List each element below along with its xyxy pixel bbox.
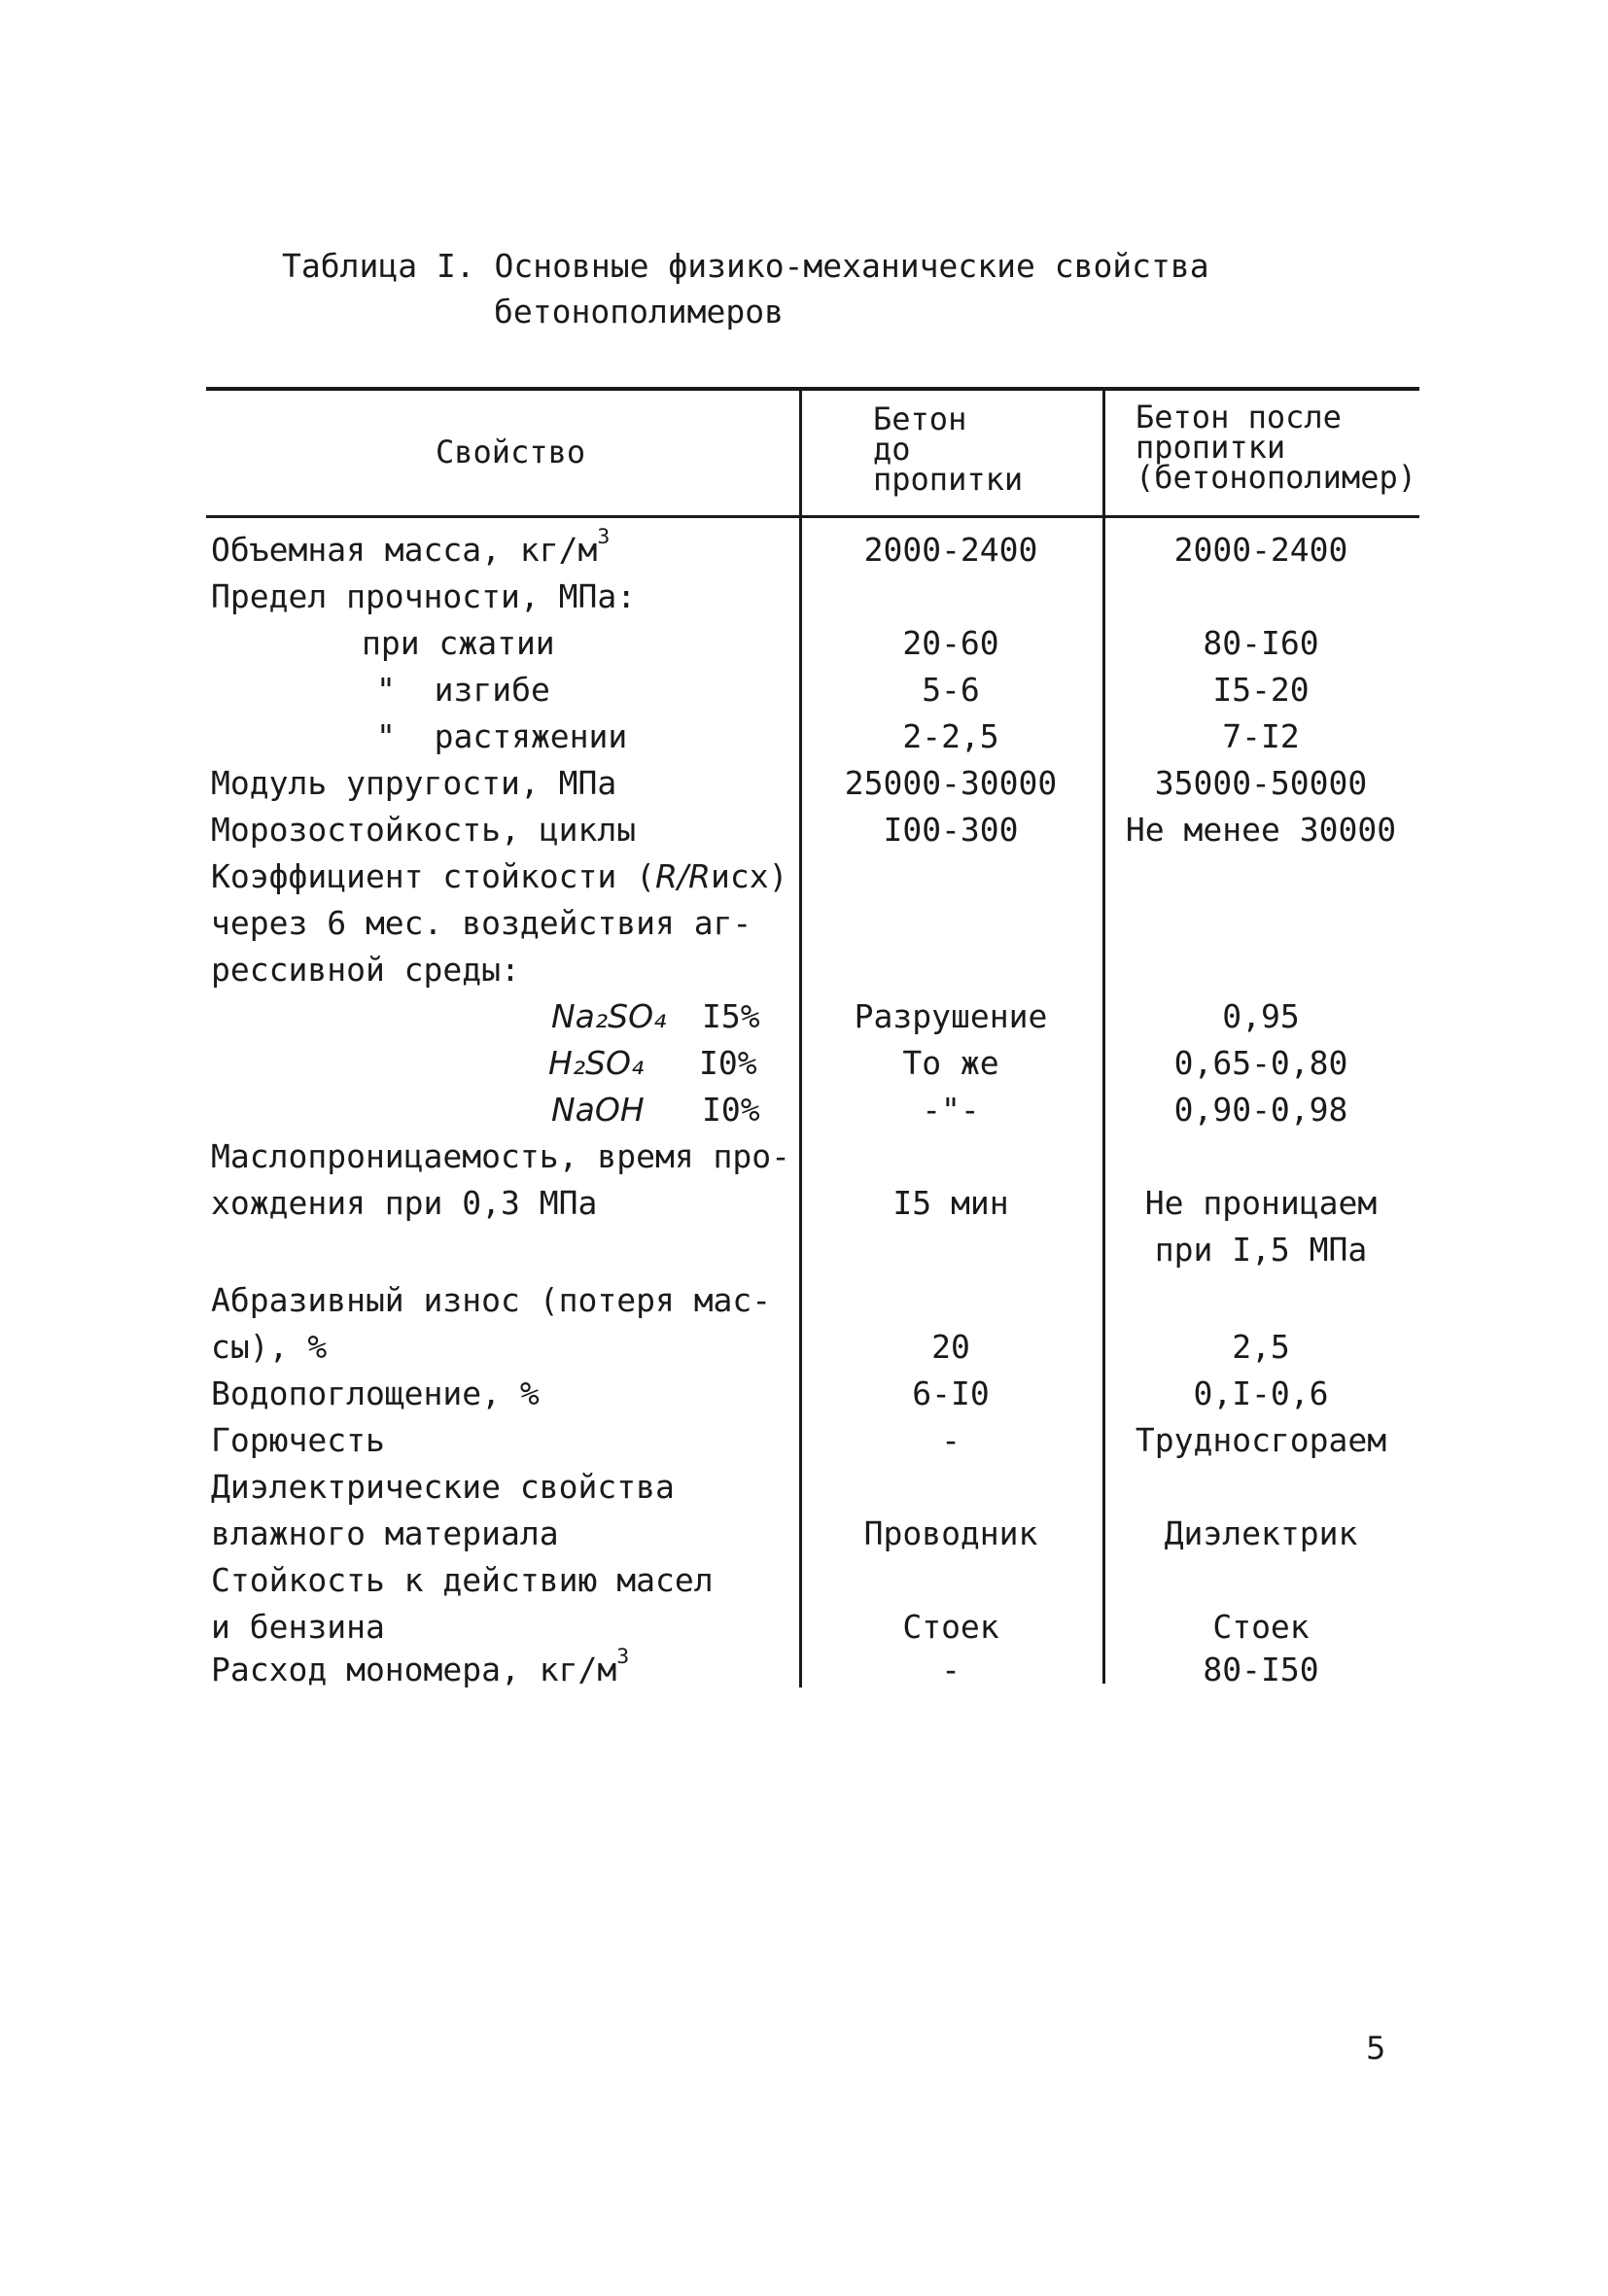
table-row-frost [206, 811, 1419, 857]
value-after: 0,95 [1222, 997, 1300, 1035]
value-after: при I,5 МПа [1154, 1231, 1368, 1269]
row-label: Морозостойкость, циклы [211, 811, 637, 849]
value-before: То же [902, 1044, 999, 1082]
table-row-coef-3 [206, 951, 1419, 997]
row-label: Маслопроницаемость, время про- [211, 1137, 791, 1175]
caption-line-1: Таблица I. Основные физико-механические свойства [282, 247, 1209, 285]
table-row-naoh [206, 1091, 1419, 1137]
table-row-oil-1 [206, 1137, 1419, 1184]
table-caption [282, 243, 1209, 334]
table-row-dielectric-1 [206, 1468, 1419, 1514]
page-number: 5 [1366, 2030, 1386, 2067]
header-before-impregnation: Бетон до пропитки [873, 400, 1024, 498]
row-label: Диэлектрические свойства [211, 1468, 675, 1506]
value-after: 80-I60 [1203, 624, 1319, 662]
table-row-resistance-2 [206, 1608, 1419, 1654]
value-after: 0,65-0,80 [1173, 1044, 1348, 1082]
row-label: хождения при 0,3 МПа [211, 1184, 598, 1222]
value-after: 80-I50 [1203, 1651, 1319, 1688]
table-row-water [206, 1374, 1419, 1421]
value-after: Стоек [1212, 1608, 1310, 1646]
row-label: Расход мономера, $кг/м^3$ [211, 1645, 630, 1688]
table-row-na2so4 [206, 997, 1419, 1044]
row-label: при сжатии [362, 624, 555, 662]
row-label: Водопоглощение, % [211, 1374, 540, 1412]
table-header-rule [206, 515, 1419, 518]
row-label: сы), % [211, 1328, 328, 1366]
table-row-abrasion-2 [206, 1328, 1419, 1374]
table-row-bending [206, 671, 1419, 717]
row-label: Предел прочности, МПа: [211, 577, 637, 615]
value-before: 20 [931, 1328, 970, 1366]
header-after-impregnation: Бетон после пропитки (бетонополимер) [1136, 399, 1416, 496]
row-label: и бензина [211, 1608, 385, 1646]
row-label: Модуль упругости, МПа [211, 764, 617, 802]
value-before: 2000-2400 [863, 531, 1038, 569]
row-label: " растяжении [376, 717, 628, 755]
value-after: Трудносгораем [1135, 1421, 1387, 1459]
table-row-strength-title [206, 577, 1419, 624]
value-before: - [941, 1421, 961, 1459]
value-after: Не менее 30000 [1125, 811, 1397, 849]
table-row-coef-2 [206, 904, 1419, 951]
row-label: Объемная масса, $кг/м^3$ [211, 525, 611, 569]
value-after: 0,I-0,6 [1193, 1374, 1329, 1412]
value-before: I5 мин [892, 1184, 1009, 1222]
value-after: I5-20 [1212, 671, 1310, 709]
table-row-compression [206, 624, 1419, 671]
value-before: Стоек [902, 1608, 999, 1646]
value-before: 6-I0 [912, 1374, 990, 1412]
row-label: " изгибе [376, 671, 550, 709]
table-row-oil-2 [206, 1184, 1419, 1231]
value-after: Диэлектрик [1164, 1514, 1358, 1552]
table-row-modulus [206, 764, 1419, 811]
value-before: 2-2,5 [902, 717, 999, 755]
table-row-resistance-1 [206, 1561, 1419, 1608]
value-after: 35000-50000 [1154, 764, 1368, 802]
row-label: влажного материала [211, 1514, 559, 1552]
row-label: рессивной среды: [211, 951, 520, 989]
table-row-oil-3 [206, 1231, 1419, 1277]
value-before: I00-300 [883, 811, 1019, 849]
row-label: через 6 мес. воздействия аг- [211, 904, 752, 942]
table-row-monomer [206, 1645, 1419, 1697]
row-label: NaOH I0% [551, 1091, 760, 1129]
value-before: Разрушение [854, 997, 1048, 1035]
table-row-h2so4 [206, 1044, 1419, 1091]
row-label: Абразивный износ (потеря мас- [211, 1281, 772, 1319]
table-row-coef-1 [206, 857, 1419, 904]
row-label: Стойкость к действию масел [211, 1561, 714, 1599]
value-before: 5-6 [922, 671, 980, 709]
value-before: - [941, 1651, 961, 1688]
table-row-fire [206, 1421, 1419, 1468]
value-before: -"- [922, 1091, 980, 1129]
value-after: 0,90-0,98 [1173, 1091, 1348, 1129]
table-row-dielectric-2 [206, 1514, 1419, 1561]
header-property: Свойство [436, 434, 586, 470]
table-row-density [206, 525, 1419, 577]
value-before: 25000-30000 [844, 764, 1058, 802]
row-label: Na₂SO₄ I5% [551, 997, 760, 1035]
row-label: Горючесть [211, 1421, 385, 1459]
table-top-rule [206, 387, 1419, 391]
row-label: Коэффициент стойкости (R/Rисх) [211, 857, 788, 895]
value-after: 7-I2 [1222, 717, 1300, 755]
caption-line-2: бетонополимеров [494, 293, 785, 330]
value-before: Проводник [863, 1514, 1038, 1552]
properties-table [206, 387, 1419, 1687]
value-after: Не проницаем [1144, 1184, 1378, 1222]
value-before: 20-60 [902, 624, 999, 662]
table-row-tension [206, 717, 1419, 764]
table-row-abrasion-1 [206, 1281, 1419, 1328]
value-after: 2,5 [1232, 1328, 1290, 1366]
row-label: H₂SO₄ I0% [548, 1044, 757, 1082]
value-after: 2000-2400 [1173, 531, 1348, 569]
